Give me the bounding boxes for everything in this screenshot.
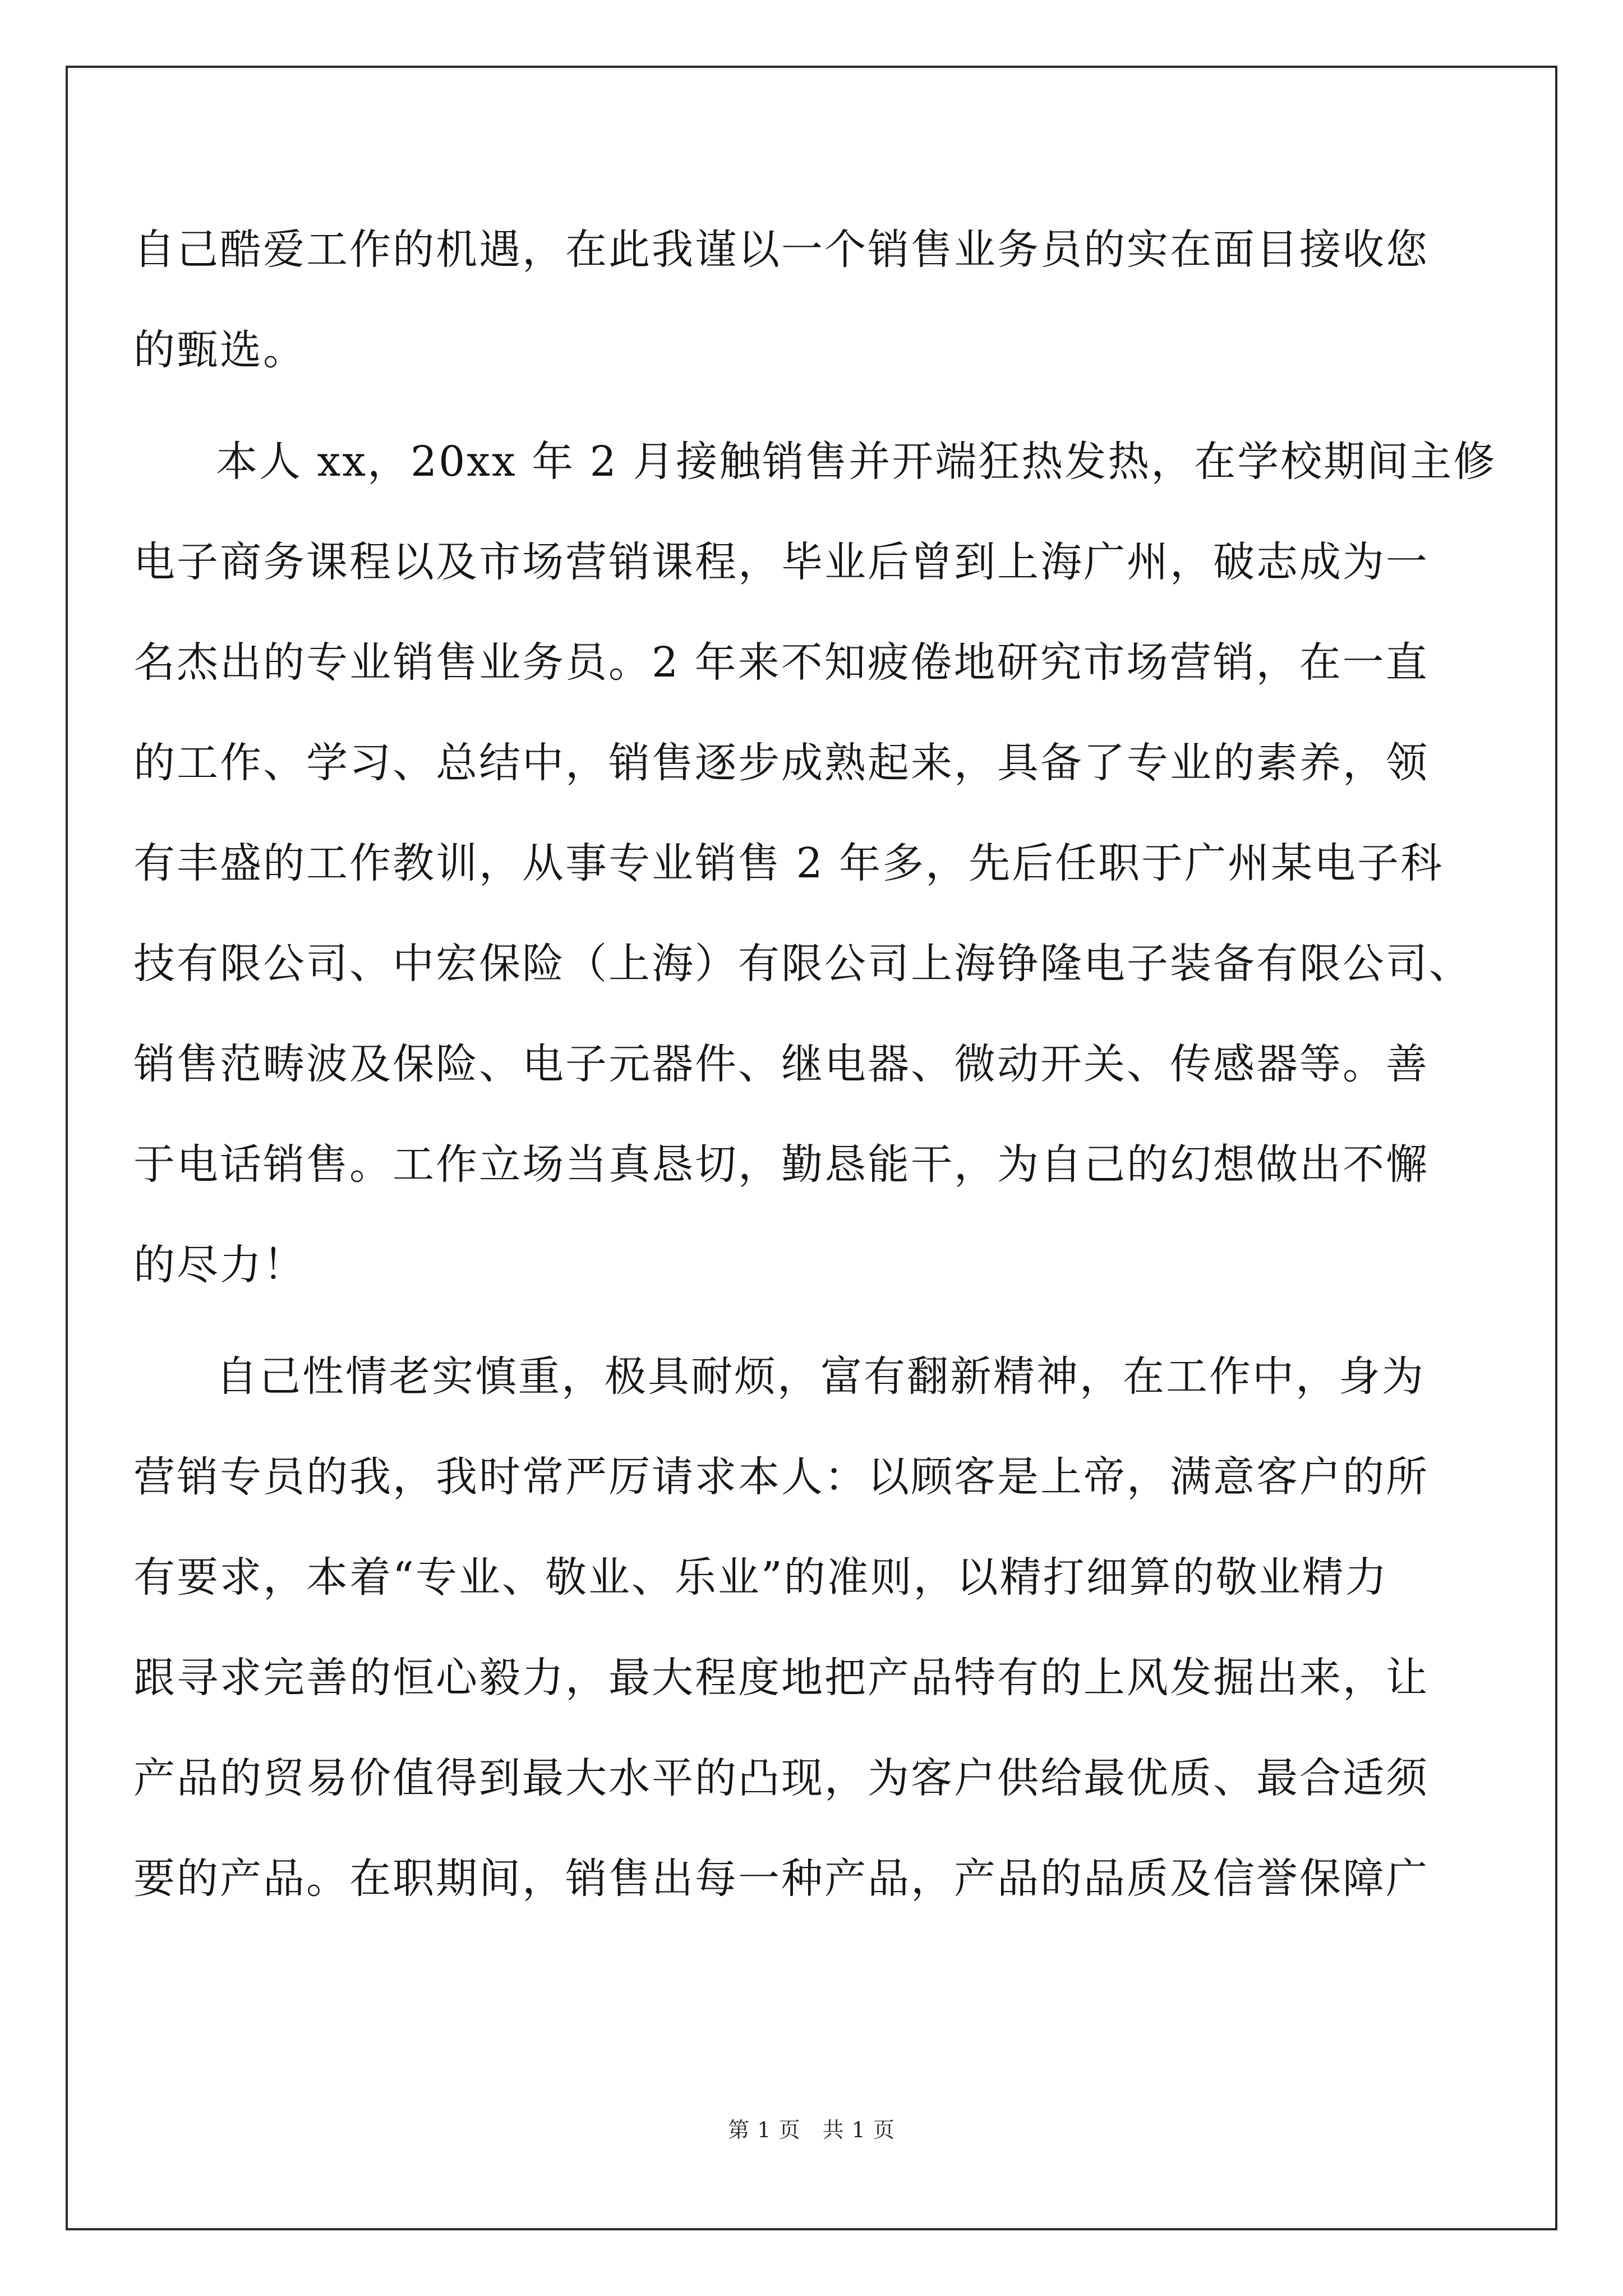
paragraph-start-line: 自己性情老实慎重，极具耐烦，富有翻新精神，在工作中，身为: [216, 1352, 1425, 1401]
text-line: 名杰出的专业销售业务员。2 年来不知疲倦地研究市场营销，在一直: [133, 638, 1429, 687]
text-line: 于电话销售。工作立场当真恳切，勤恳能干，为自己的幻想做出不懈: [133, 1140, 1429, 1189]
text-line: 有要求，本着“专业、敬业、乐业”的准则，以精打细算的敬业精力: [133, 1553, 1389, 1602]
text-line: 产品的贸易价值得到最大水平的凸现，为客户供给最优质、最合适须: [133, 1754, 1429, 1802]
paragraph-start-line: 本人 xx，20xx 年 2 月接触销售并开端狂热发热，在学校期间主修: [216, 438, 1497, 486]
text-line: 的尽力！: [133, 1241, 306, 1289]
text-line: 销售范畴波及保险、电子元器件、继电器、微动开关、传感器等。善: [133, 1040, 1429, 1088]
text-line: 营销专员的我，我时常严厉请求本人：以顾客是上帝，满意客户的所: [133, 1453, 1429, 1501]
page-number-footer: 第 1 页 共 1 页: [728, 2118, 895, 2142]
text-line: 的工作、学习、总结中，销售逐步成熟起来，具备了专业的素养，领: [133, 739, 1429, 787]
text-line: 自己酷爱工作的机遇，在此我谨以一个销售业务员的实在面目接收您: [133, 226, 1429, 274]
text-line: 的甄选。: [133, 326, 306, 374]
text-line: 有丰盛的工作教训，从事专业销售 2 年多，先后任职于广州某电子科: [133, 839, 1444, 887]
text-line: 要的产品。在职期间，销售出每一种产品，产品的品质及信誉保障广: [133, 1855, 1429, 1903]
text-line: 技有限公司、中宏保险（上海）有限公司上海铮隆电子装备有限公司、: [133, 940, 1472, 988]
text-line: 电子商务课程以及市场营销课程，毕业后曾到上海广州，破志成为一: [133, 538, 1429, 586]
text-line: 跟寻求完善的恒心毅力，最大程度地把产品特有的上风发掘出来，让: [133, 1654, 1429, 1702]
